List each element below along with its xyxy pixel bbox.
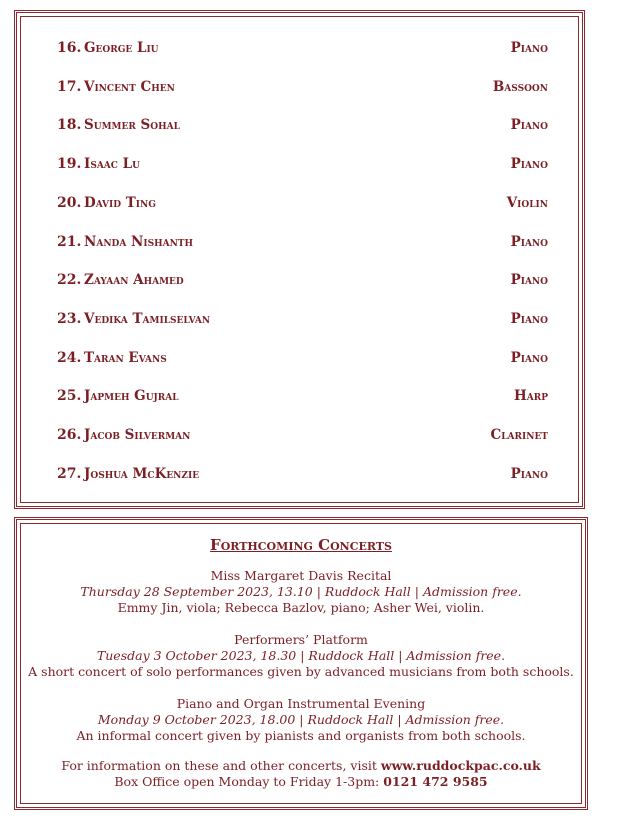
performer-instrument: Piano bbox=[510, 272, 548, 289]
performer-name: George Liu bbox=[84, 40, 159, 56]
concert-item bbox=[14, 568, 588, 616]
performer-name: Zayaan Ahamed bbox=[84, 272, 184, 289]
performer-name: Jacob Silverman bbox=[84, 427, 191, 443]
performer-row bbox=[57, 270, 548, 290]
performer-row bbox=[57, 464, 548, 484]
concert-title: Piano and Organ Instrumental Evening bbox=[176, 696, 426, 711]
concert-item bbox=[14, 696, 588, 744]
performer-number: 16. bbox=[57, 40, 82, 56]
performer-row bbox=[57, 309, 548, 329]
concert-description: An informal concert given by pianists and organists from both schools. bbox=[76, 728, 526, 743]
performer-row bbox=[57, 38, 548, 58]
performer-number: 22. bbox=[57, 272, 82, 289]
performer-instrument: Bassoon bbox=[492, 78, 548, 95]
concert-details: Tuesday 3 October 2023, 18.30 | Ruddock Hall | Admission free. bbox=[96, 648, 506, 663]
box-office-line bbox=[14, 774, 588, 790]
performer-row bbox=[57, 77, 548, 97]
performer-instrument: Clarinet bbox=[490, 427, 548, 443]
performer-row bbox=[57, 386, 548, 406]
performer-instrument: Piano bbox=[510, 233, 548, 250]
info-text: For information on these and other concerts, visit bbox=[61, 758, 381, 773]
performer-name: David Ting bbox=[84, 194, 156, 211]
concert-details: Monday 9 October 2023, 18.00 | Ruddock Hall | Admission free. bbox=[97, 712, 505, 727]
forthcoming-concerts bbox=[14, 530, 588, 790]
performer-name: Nanda Nishanth bbox=[84, 233, 193, 250]
performer-number: 19. bbox=[57, 156, 82, 173]
concert-title: Performers’ Platform bbox=[234, 632, 368, 647]
box-office-phone: 0121 472 9585 bbox=[383, 774, 488, 789]
performer-row bbox=[57, 232, 548, 252]
performer-name: Vincent Chen bbox=[84, 78, 175, 95]
concert-title: Miss Margaret Davis Recital bbox=[210, 568, 392, 583]
performer-number: 27. bbox=[57, 465, 82, 482]
performer-instrument: Harp bbox=[514, 388, 548, 405]
concert-description: A short concert of solo performances given by advanced musicians from both schools. bbox=[28, 664, 574, 679]
performer-instrument: Piano bbox=[510, 349, 548, 366]
performer-name: Isaac Lu bbox=[84, 156, 140, 173]
forthcoming-heading: Forthcoming Concerts bbox=[210, 536, 392, 554]
performer-row bbox=[57, 348, 548, 368]
performer-number: 25. bbox=[57, 388, 82, 405]
performer-number: 20. bbox=[57, 194, 82, 211]
performer-name: Vedika Tamilselvan bbox=[84, 310, 211, 327]
performer-instrument: Piano bbox=[510, 156, 548, 173]
performer-instrument: Piano bbox=[510, 117, 548, 134]
performer-number: 18. bbox=[57, 117, 82, 134]
performer-instrument: Piano bbox=[510, 310, 548, 327]
performer-instrument: Violin bbox=[506, 194, 548, 211]
performer-name: Joshua McKenzie bbox=[84, 465, 200, 482]
concert-description: Emmy Jin, viola; Rebecca Bazlov, piano; Asher Wei, violin. bbox=[117, 600, 485, 615]
performer-instrument: Piano bbox=[510, 40, 548, 56]
performer-number: 17. bbox=[57, 78, 82, 95]
performer-row bbox=[57, 425, 548, 445]
performer-name: Taran Evans bbox=[84, 349, 167, 366]
info-line bbox=[14, 758, 588, 774]
website-link[interactable]: www.ruddockpac.co.uk bbox=[380, 758, 541, 773]
performer-name: Japmeh Gujral bbox=[84, 388, 179, 405]
box-office-text: Box Office open Monday to Friday 1-3pm: bbox=[114, 774, 384, 789]
performer-number: 26. bbox=[57, 427, 82, 443]
concert-item bbox=[14, 632, 588, 680]
performer-number: 24. bbox=[57, 349, 82, 366]
concert-details: Thursday 28 September 2023, 13.10 | Ruddock Hall | Admission free. bbox=[80, 584, 522, 599]
performer-number: 21. bbox=[57, 233, 82, 250]
performer-number: 23. bbox=[57, 310, 82, 327]
performer-row bbox=[57, 193, 548, 213]
performer-row bbox=[57, 115, 548, 135]
performer-row bbox=[57, 154, 548, 174]
performer-name: Summer Sohal bbox=[84, 117, 180, 134]
performer-instrument: Piano bbox=[510, 465, 548, 482]
